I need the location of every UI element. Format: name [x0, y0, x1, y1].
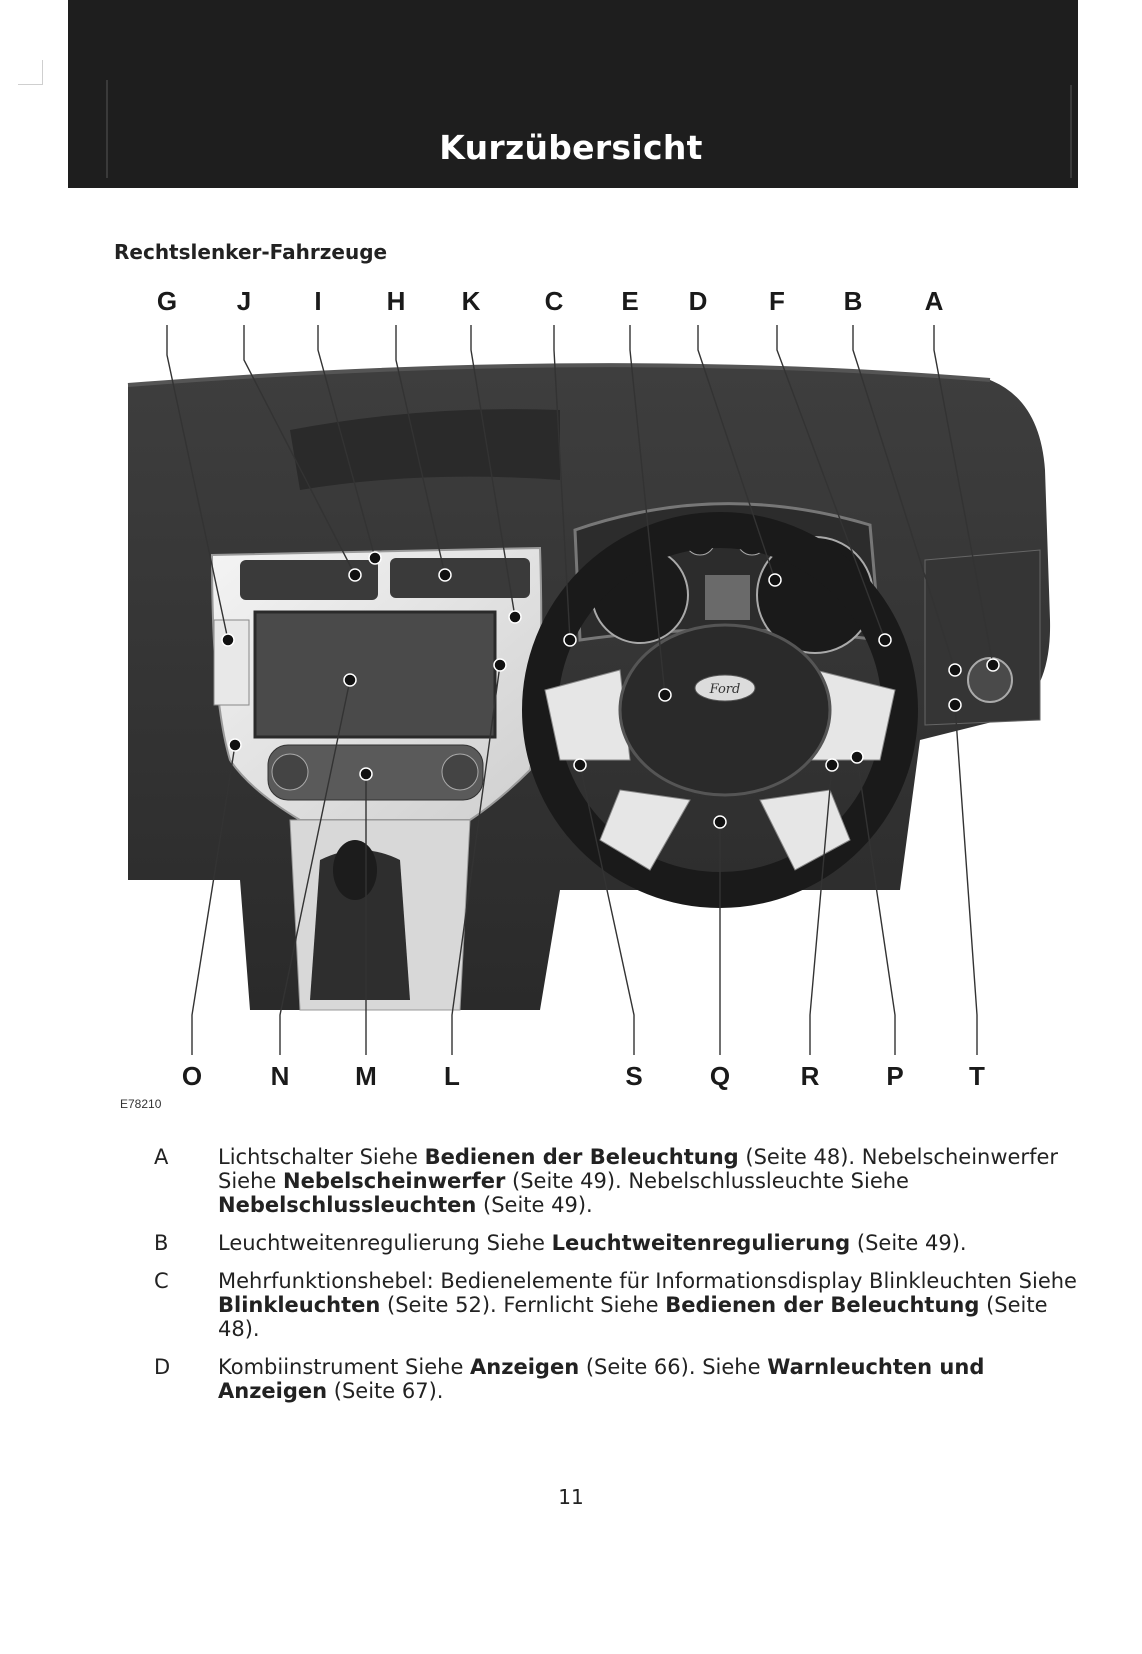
legend-text-run: Kombiinstrument Siehe	[218, 1355, 471, 1379]
legend-text-run: (Seite 66). Siehe	[579, 1355, 768, 1379]
legend-letter: C	[154, 1269, 169, 1293]
legend-reference: Anzeigen	[470, 1355, 580, 1379]
legend-text-run: Lichtschalter Siehe	[218, 1145, 425, 1169]
legend-text-run: (Seite 67).	[327, 1379, 444, 1403]
climate-knob-right	[442, 754, 478, 790]
label-R: R	[800, 1061, 820, 1091]
label-S: S	[625, 1061, 643, 1091]
legend-letter: A	[154, 1145, 169, 1169]
page-title: Kurzübersicht	[439, 128, 703, 167]
airbag-hub	[620, 625, 830, 795]
label-B: B	[843, 286, 863, 316]
label-L: L	[444, 1061, 460, 1091]
label-D: D	[688, 286, 708, 316]
label-N: N	[270, 1061, 290, 1091]
legend-reference: Bedienen der Beleuchtung	[665, 1293, 980, 1317]
legend-text	[218, 1145, 1080, 1217]
legend-reference: Nebelschlussleuchten	[218, 1193, 477, 1217]
legend-text-run: (Seite 49).	[850, 1231, 967, 1255]
legend-reference: Blinkleuchten	[218, 1293, 381, 1317]
legend-reference: Bedienen der Beleuchtung	[424, 1145, 739, 1169]
gear-knob	[333, 840, 377, 900]
label-G: G	[156, 286, 178, 316]
legend-list	[150, 1145, 1080, 1417]
legend-text	[218, 1355, 1080, 1403]
label-T: T	[969, 1061, 985, 1091]
label-K: K	[461, 286, 481, 316]
label-O: O	[181, 1061, 203, 1091]
label-C: C	[544, 286, 564, 316]
legend-letter: D	[154, 1355, 171, 1379]
figure-id: E78210	[120, 1097, 162, 1111]
legend-reference: Nebelscheinwerfer	[283, 1169, 506, 1193]
page-number: 11	[558, 1485, 584, 1509]
legend-text-run: (Seite 49). Nebelschlussleuchte Siehe	[505, 1169, 909, 1193]
label-H: H	[386, 286, 406, 316]
legend-item	[150, 1269, 1080, 1341]
legend-letter: B	[154, 1231, 169, 1255]
legend-text-run: Leuchtweitenregulierung Siehe	[218, 1231, 552, 1255]
legend-text-run: (Seite 48).	[218, 1293, 1048, 1341]
section-heading: Rechtslenker-Fahrzeuge	[114, 240, 388, 264]
side-vent	[214, 620, 249, 705]
info-display	[705, 575, 750, 620]
label-I: I	[314, 286, 322, 316]
legend-item	[150, 1145, 1080, 1217]
ford-logo-text: Ford	[709, 682, 741, 697]
legend-text	[218, 1269, 1080, 1341]
legend-reference: Leuchtweitenregulierung	[551, 1231, 851, 1255]
legend-item	[150, 1231, 1080, 1255]
label-J: J	[236, 286, 252, 316]
climate-knob-left	[272, 754, 308, 790]
label-E: E	[621, 286, 639, 316]
legend-text-run: Mehrfunktionshebel: Bedienelemente für Informationsdisplay Blinkleuchten Siehe	[218, 1269, 1077, 1293]
label-F: F	[769, 286, 785, 316]
legend-text-run: (Seite 48). Nebelscheinwerfer Siehe	[218, 1145, 1059, 1193]
label-P: P	[886, 1061, 904, 1091]
legend-text-run: (Seite 52). Fernlicht Siehe	[380, 1293, 666, 1317]
legend-item	[150, 1355, 1080, 1403]
label-A: A	[924, 286, 944, 316]
display-screen	[255, 612, 495, 737]
legend-reference: Warnleuchten und Anzeigen	[218, 1355, 985, 1403]
label-M: M	[355, 1061, 377, 1091]
label-Q: Q	[709, 1061, 731, 1091]
legend-text	[218, 1231, 1080, 1255]
legend-text-run: (Seite 49).	[476, 1193, 593, 1217]
